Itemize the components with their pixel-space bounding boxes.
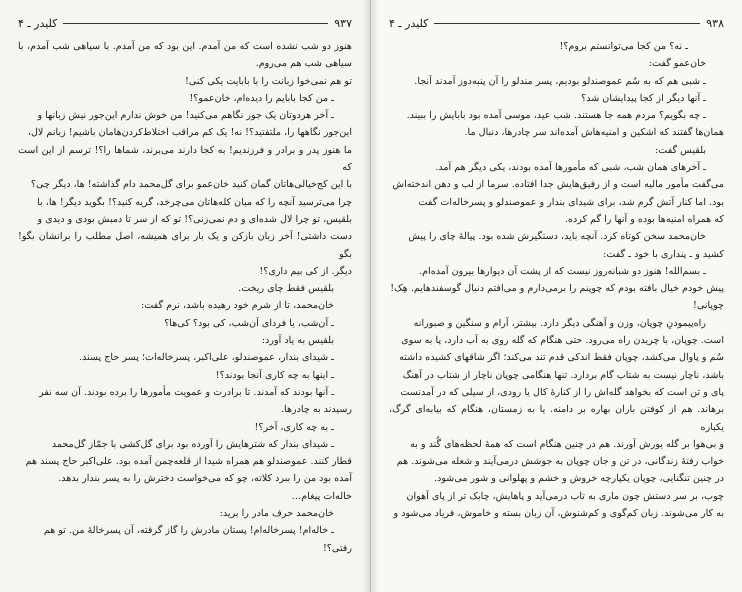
text-line: در چنین تنگنایی، چوپان یکپارچه خروش و خشم و پهلوانی و شور می‌شود. bbox=[434, 473, 724, 485]
text-line: این‌جور نگاهها را، ملتفتید؟! نه! یک کم مراقب اختلاط‌کردن‌هامان باشیم! زبانم لال، bbox=[27, 127, 352, 139]
text-line: است. چوپان، با چریدن راه می‌رود. حتی هنگام که گله روی به آب دارد، پا به سوی bbox=[401, 335, 724, 347]
text-line: ـ شیدای بندار، عموصندلو، علی‌اکبر، پسرخاله‌ات؛ پسر حاج پسند. bbox=[78, 352, 334, 364]
text-line: ـ شیدای بندار که شترهایش را آورده بود برای گل‌کشی با جمّاز گل‌محمد bbox=[51, 438, 334, 450]
text-line: دیگر. از کی بیم داری؟! bbox=[259, 265, 352, 277]
text-line: باشد، ناچار نیست به شتاب گام بردارد. تنها هنگامی چوپان ناچار از شتاب در آهنگ bbox=[402, 369, 724, 381]
text-line: کشید و ـ پنداری با خود ـ گفت: bbox=[603, 248, 724, 260]
text-line: خان‌محمد حرف مادر را برید: bbox=[219, 508, 334, 520]
text-line: می‌گفت مأمور مالیه است و از رفیق‌هایش جدا افتاده. سرما از لب و دهن اندخته‌اش bbox=[392, 179, 724, 191]
text-line: دست داشتی! آخر زبان بازکن و یک بار برای همیشه، اصل مطلب را برانشان بگو! بگو bbox=[18, 231, 352, 260]
page-number: ۹۳۸ bbox=[706, 16, 724, 30]
text-line: خاله‌ات پیغام… bbox=[291, 490, 352, 502]
text-line: ـ نه؟ من کجا می‌توانستم بروم؟! bbox=[559, 41, 688, 52]
text-line: هنوز دو شب نشده است که من آمدم. این بود که من آمدم. با سیاهی شب آمدم، با سیاهی شب هم می‌روم. bbox=[18, 41, 352, 70]
text-line: ـ چه بگویم؟ مردم همه جا هستند. شب عید، موسی آمده بود بابایش را ببیند. bbox=[406, 110, 706, 122]
page-body-text bbox=[389, 38, 724, 522]
text-line: ـ آنها بودند که آمدند. تا برادرت و عمویت مأمورها را برده بودند. آن سه نفر bbox=[39, 386, 334, 398]
gutter-shadow bbox=[362, 0, 370, 592]
text-line: خان‌محمد، تا از شرم خود رهیده باشد، نرم گفت: bbox=[140, 300, 334, 312]
text-line: ـ اینها به چه کاری آنجا بودند؟! bbox=[215, 369, 334, 381]
text-line: ـ خاله‌ام! پسرخاله‌ام! پستان مادرش را گاز گرفته، آن پسرخالهٔ من. تو هم bbox=[43, 525, 334, 537]
text-line: تو هم نمی‌خوا زبانت را با بابایت یکی کنی! bbox=[185, 75, 352, 87]
text-line: ـ شبی هم که به سُم عموصندلو بودیم، پسر مندلو را آن پنبه‌دوز آمدند آنجا. bbox=[414, 75, 706, 87]
text-line: چرا می‌ترسید آنچه را که میان کله‌هاتان می‌چرخد، گریه کنید؟! بگوید دیگر! ها، با bbox=[37, 196, 352, 208]
text-line: خان‌عمو گفت: bbox=[648, 58, 706, 70]
text-line: بلقیس فقط چای ریخت. bbox=[238, 283, 334, 295]
page-header bbox=[18, 14, 352, 32]
text-line: به کار می‌شوند. زبان کم‌گوی و کم‌شنوش، آن زبان بسته و خاموش، فریاد می‌شود و bbox=[393, 508, 724, 520]
text-line: سُم و پاوال می‌کشد، چوپان فقط اندکی قدم تند می‌کند؛ اگر شاقهای کشیده داشته bbox=[399, 352, 724, 364]
text-line: و بی‌هوا بر گله یورش آورند. هم در چنین هنگام است که همهٔ لحظه‌های گُند و به bbox=[410, 438, 724, 450]
text-line: ـ من کجا بابایم را دیده‌ام، خان‌عمو؟! bbox=[189, 92, 334, 104]
text-line: ـ آنها دیگر از کجا پیدایشان شد؟ bbox=[581, 92, 706, 104]
text-line: قطار کنند. عموصندلو هم همراه شیدا از قلعه‌چمن آمده بود. علی‌اکبر حاج پسند هم bbox=[25, 456, 352, 468]
text-line: خان‌محمد سخن کوتاه کرد. آنچه باید، دستگیرش شده بود. پیاله‌ٔ چای را پیش bbox=[408, 231, 706, 243]
text-line: بود. اما کنار آتش گرم شد، برای شیدای بندار و عموصندلو و پسرخاله‌ات گفت bbox=[418, 196, 724, 208]
text-line: با این کج‌خیالی‌هاتان گمان کنید خان‌عمو برای گل‌محمد دام گذاشته! ها، دیگر چی؟ bbox=[30, 179, 352, 191]
page-header bbox=[389, 14, 724, 32]
text-line: ـ آخر هردوتان یک جور نگاهم می‌کنید! من خوش ندارم این‌جور نیش زبانها و bbox=[37, 110, 334, 122]
text-line: رفتی؟! bbox=[322, 542, 352, 554]
text-line: ـ به چه کاری، آخر؟! bbox=[254, 421, 334, 433]
text-line: ـ آخرهای همان شب، شبی که مأمورها آمده بودند، یکی دیگر هم آمد. bbox=[435, 162, 706, 174]
text-line: راه‌پیمودنِ چوپان، وزن و آهنگی دیگر دارد. بیشتر، آرام و سنگین و صبورانه bbox=[413, 317, 706, 329]
text-line: رسیدند به چادرها. bbox=[280, 404, 352, 416]
running-title: کلیدر ـ ۴ bbox=[18, 16, 58, 30]
text-line: پای و تن است که بخواهد گله‌اش را از کنارهٔ کال یا رودی، از سیلی که در آمدنست bbox=[400, 386, 724, 398]
text-line: که همراه امنیه‌ها بوده و آنها را گم کرده. bbox=[564, 213, 724, 225]
text-line: چوپانی! bbox=[692, 300, 724, 312]
text-line: همان‌ها گفتند که اشکین و امنیه‌هاش آمده‌اند سر چادرها، دنبال ما. bbox=[464, 127, 724, 139]
text-line: برهاند. هم از کوفتن باران بهاره بر دامنه. یا به زمستان، هنگام که بیابه‌ای گرگ، یکباره bbox=[389, 404, 724, 433]
gutter-shadow bbox=[371, 0, 379, 592]
running-title: کلیدر ـ ۴ bbox=[389, 16, 429, 30]
text-line: چوب، بر سر دستش چون ماری به تاب درمی‌آید و پاهایش، چابک تر از پای آهوان bbox=[406, 490, 724, 502]
page-body-text bbox=[18, 38, 352, 557]
text-line: بلقیس به یاد آورد: bbox=[261, 335, 334, 347]
right-page bbox=[371, 0, 742, 592]
text-line: بلقیس گفت: bbox=[655, 144, 706, 156]
text-line: پیش خودم خیال بافته بودم که چوپنم را برمی‌دارم و می‌افتم دنبال گوسفندهایم. هِک! bbox=[390, 283, 724, 295]
text-line: آمده بود من را ببرد کلاته، چو که می‌خواست دخترش را به پسر بندار بدهد. bbox=[58, 473, 352, 485]
text-line: بلقیس، تو چرا لال شده‌ای و دم نمی‌زنی؟! تو که از سر تا دمبش بودی و دیدی و bbox=[37, 213, 352, 225]
text-line: ما هنوز پدر و برادر و فرزندیم! به کجا دارند می‌برند، شماها را؟! ترسم از این است که bbox=[18, 144, 352, 174]
header-rule bbox=[434, 23, 700, 24]
text-line: خواب رفتهٔ زندگانی، در تن و جان چوپان به جوشش درمی‌آیند و شعله می‌شوند. هم bbox=[396, 456, 724, 468]
page-number: ۹۳۷ bbox=[334, 16, 352, 30]
header-rule bbox=[63, 23, 328, 24]
text-line: ـ آن‌شب، یا فردای آن‌شب، کی بود؟ کی‌ها؟ bbox=[164, 317, 334, 329]
text-line: ـ بسم‌الله! هنوز دو شبانه‌روز نیست که از پشت آن دیوارها بیرون آمده‌ام. bbox=[419, 265, 706, 277]
